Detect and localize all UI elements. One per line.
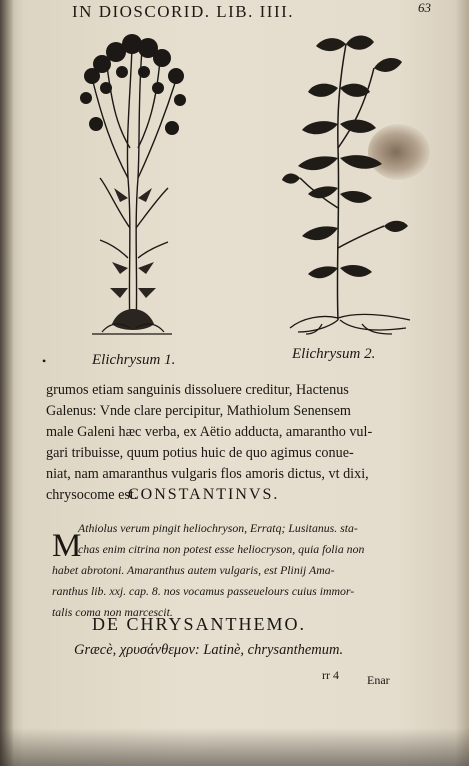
text-line: male Galeni hæc verba, ex Aëtio adducta, amarantho vul- (46, 424, 373, 440)
text-line: chas enim citrina non potest esse heliocryson, quia folia non (78, 542, 365, 556)
text-line: grumos etiam sanguinis dissoluere creditur, Hactenus (46, 382, 349, 398)
woodcut-elichrysum-1 (72, 28, 192, 340)
text-line: chrysocome est. (46, 487, 138, 503)
signature-mark: rr 4 (322, 668, 339, 682)
catchword: Enar (367, 673, 390, 687)
figure-caption-1: Elichrysum 1. (92, 352, 176, 368)
drop-capital: M (52, 528, 82, 564)
text-line: niat, nam amaranthus vulgaris flos amoris dictus, vt dixi, (46, 466, 369, 482)
names-line: Græcè, χρυσάνθεμον: Latinè, chrysanthemum. (74, 642, 344, 658)
bottom-shadow (0, 728, 469, 766)
running-head: IN DIOSCORID. LIB. IIII. (72, 2, 295, 21)
page-gutter (0, 0, 14, 766)
chapter-title: DE CHRYSANTHEMO. (92, 614, 307, 634)
text-line: ranthus lib. xxj. cap. 8. nos vocamus passeuelours cuius immor- (52, 584, 355, 598)
woodcut-elichrysum-2 (282, 28, 418, 338)
text-line: habet abrotoni. Amaranthus autem vulgaris, est Plinij Ama- (52, 563, 335, 577)
constantinus-text (52, 518, 392, 623)
text-line: talis coma non marcescit. (52, 605, 173, 619)
text-line: Athiolus verum pingit heliochryson, Erratq; Lusitanus. sta- (78, 521, 358, 535)
section-heading: CONSTANTINVS. (128, 486, 280, 503)
text-line: Galenus: Vnde clare percipitur, Mathiolum Senensem (46, 403, 351, 419)
text-line: gari tribuisse, quum potius huic de quo agimus conue- (46, 445, 354, 461)
folio-number: 63 (418, 0, 431, 15)
figure-caption-2: Elichrysum 2. (292, 346, 376, 362)
ornament-bullet: • (42, 354, 47, 368)
